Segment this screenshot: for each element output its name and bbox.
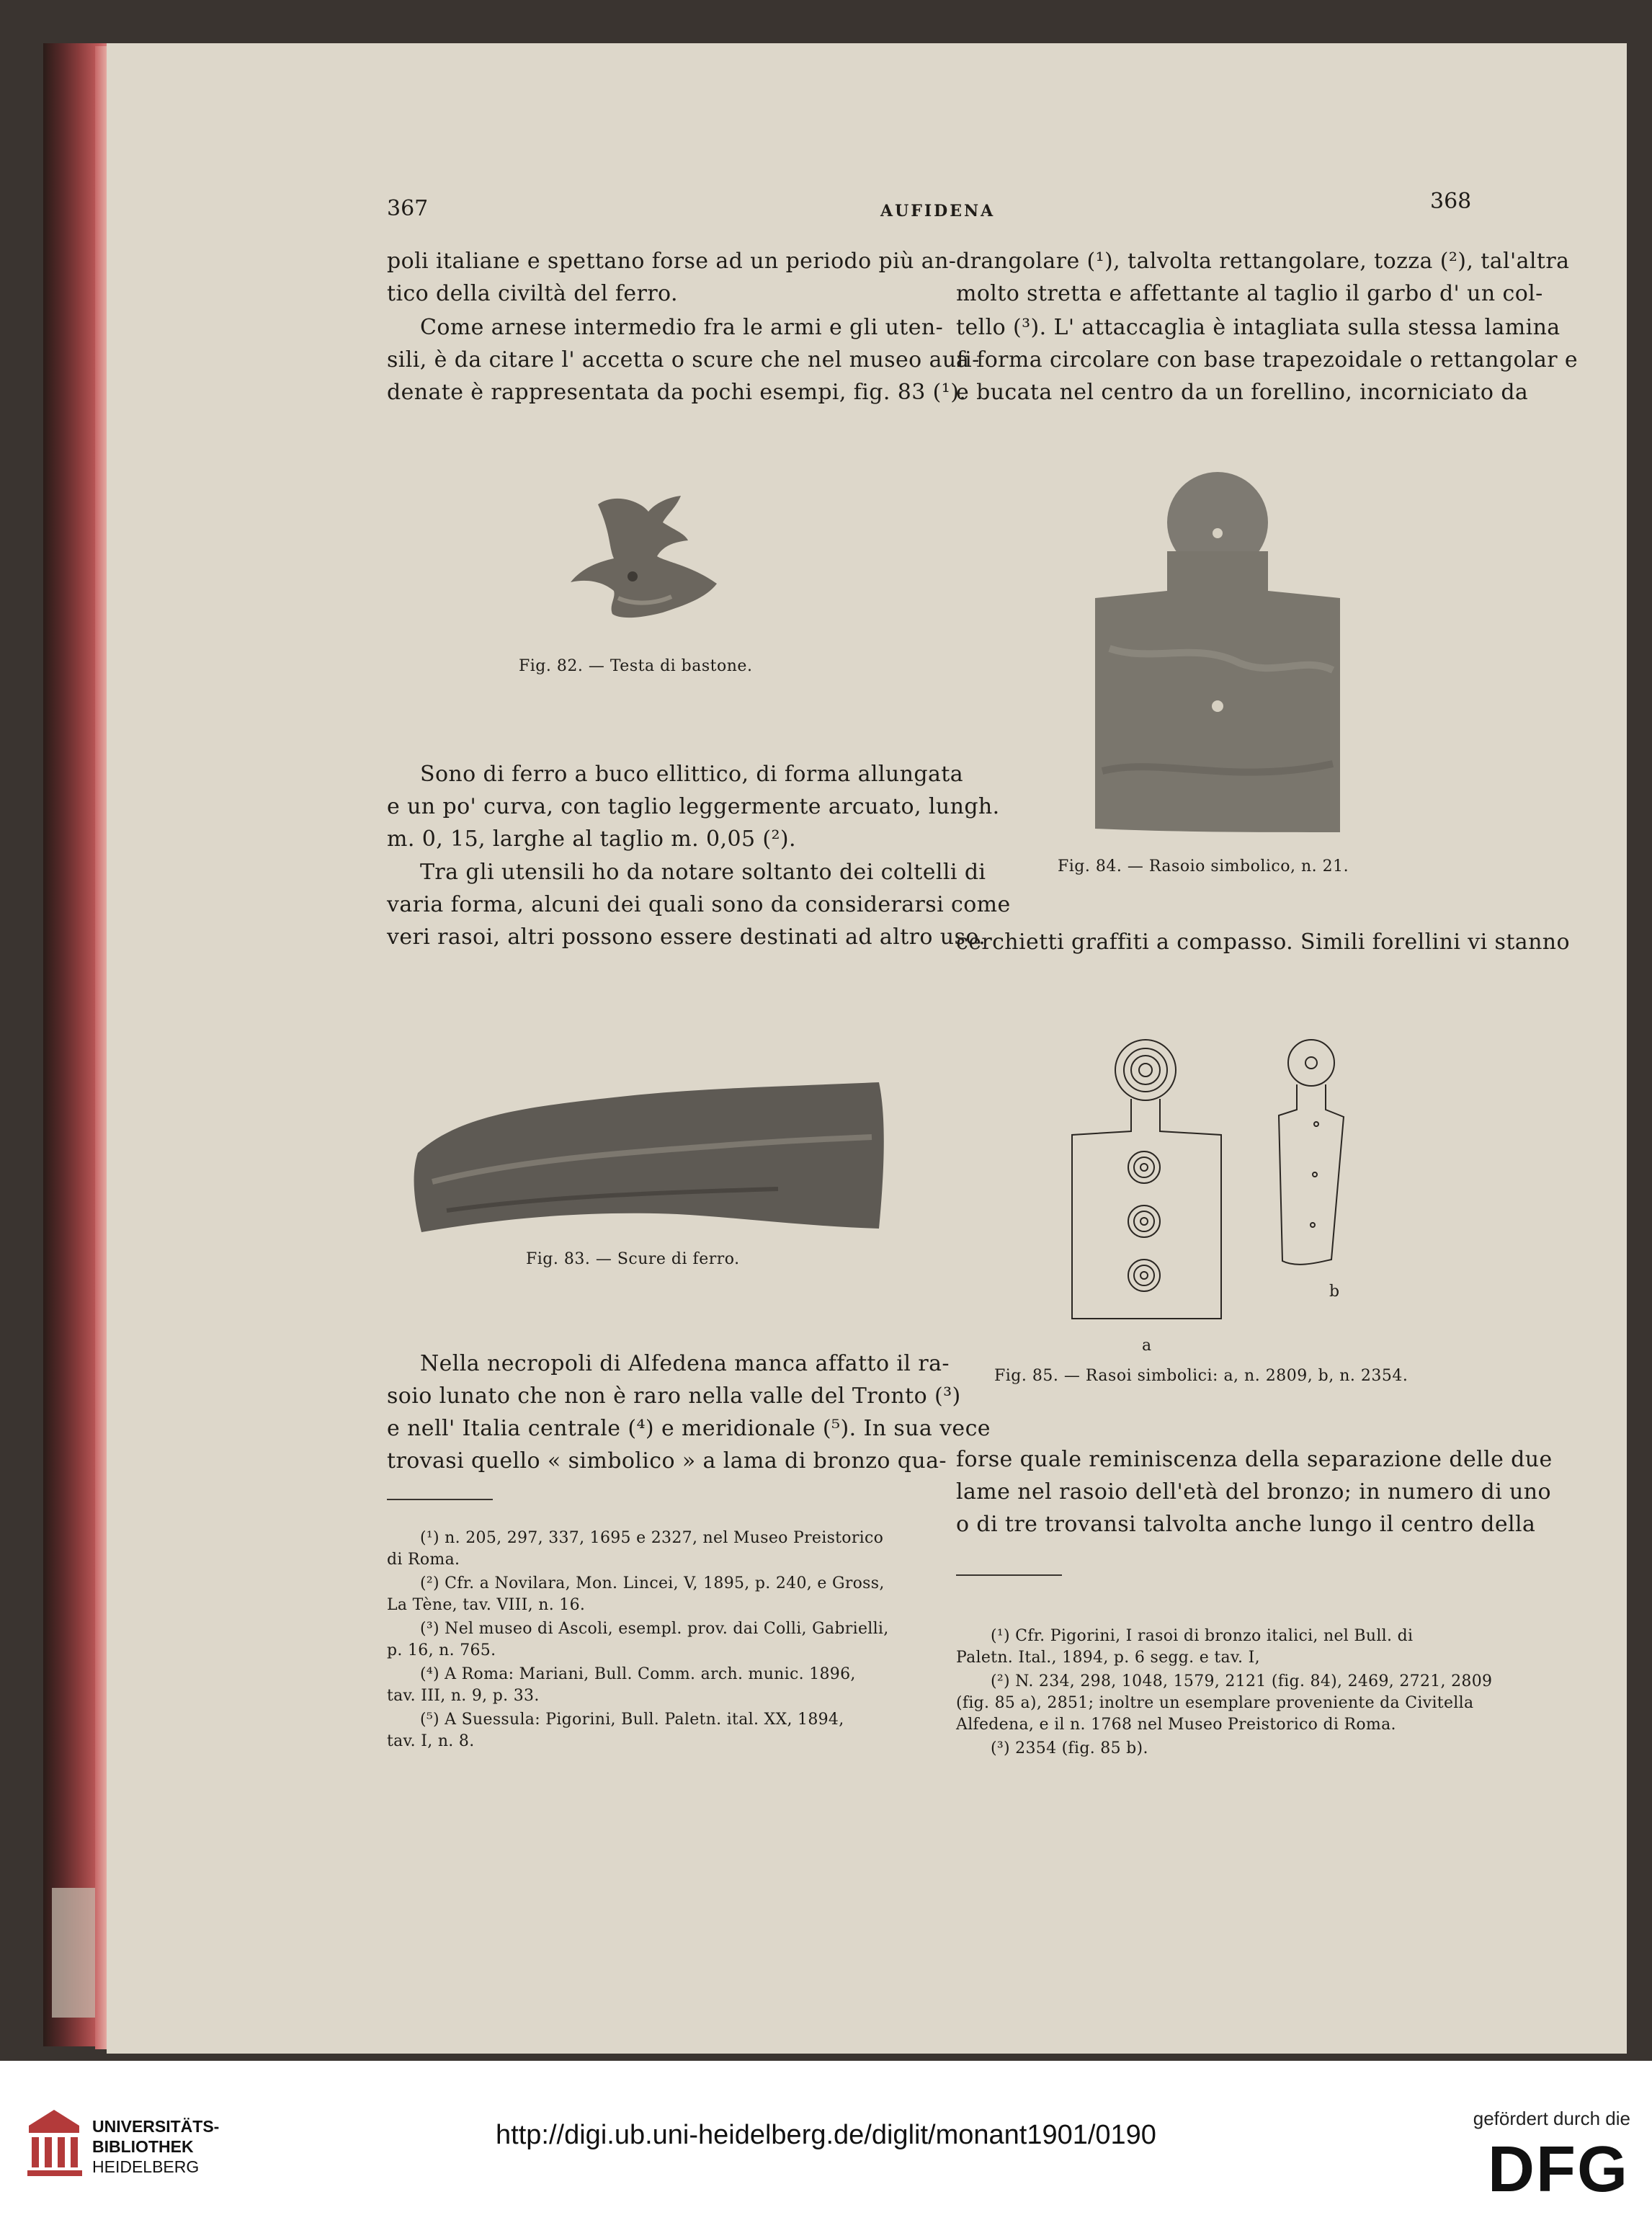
footnote-line: tav. III, n. 9, p. 33. <box>387 1687 540 1705</box>
footnote-line: di Roma. <box>387 1551 460 1569</box>
running-title: AUFIDENA <box>880 202 996 220</box>
footnote-line: (¹) Cfr. Pigorini, I rasoi di bronzo italici, nel Bull. di <box>991 1627 1414 1645</box>
fig85-label-a: a <box>1142 1337 1152 1355</box>
fig85-a-razor <box>1072 1040 1221 1319</box>
text-line: trovasi quello « simbolico » a lama di bronzo qua- <box>387 1448 947 1474</box>
fig82-caption: Fig. 82. — Testa di bastone. <box>519 657 753 675</box>
fig84-image <box>1088 468 1347 843</box>
footnote-line: Alfedena, e il n. 1768 nel Museo Preistorico di Roma. <box>956 1716 1396 1734</box>
text-line: Nella necropoli di Alfedena manca affatto il ra- <box>420 1351 950 1376</box>
footnote-line: La Tène, tav. VIII, n. 16. <box>387 1596 586 1614</box>
text-line: Tra gli utensili ho da notare soltanto dei coltelli di <box>420 860 986 885</box>
footnote-rule-right <box>956 1574 1062 1576</box>
fig85-b-razor <box>1279 1040 1344 1265</box>
text-line: varia forma, alcuni dei quali sono da considerarsi come <box>387 892 1011 917</box>
fig85-label-b: b <box>1329 1283 1340 1301</box>
text-line: tico della civiltà del ferro. <box>387 281 678 306</box>
text-line: e nell' Italia centrale (⁴) e meridionale (⁵). In sua vece <box>387 1416 991 1441</box>
text-line: denate è rappresentata da pochi esempi, fig. 83 (¹). <box>387 380 967 405</box>
footnote-line: (³) 2354 (fig. 85 b). <box>991 1739 1148 1757</box>
text-line: lame nel rasoio dell'età del bronzo; in numero di uno <box>956 1479 1551 1505</box>
footnote-line: (¹) n. 205, 297, 337, 1695 e 2327, nel Museo Preistorico <box>420 1529 884 1547</box>
permalink-url[interactable]: http://digi.ub.uni-heidelberg.de/diglit/monant1901/0190 <box>496 2120 1156 2150</box>
text-line: Come arnese intermedio fra le armi e gli uten- <box>420 315 944 340</box>
right-page-number: 368 <box>1430 189 1472 214</box>
library-name-line: HEIDELBERG <box>92 2157 200 2176</box>
footnote-line: (⁵) A Suessula: Pigorini, Bull. Paletn. ital. XX, 1894, <box>420 1711 844 1729</box>
text-line: drangolare (¹), talvolta rettangolare, tozza (²), tal'altra <box>956 249 1570 274</box>
footnote-line: (²) Cfr. a Novilara, Mon. Lincei, V, 1895, p. 240, e Gross, <box>420 1574 885 1592</box>
text-line: tello (³). L' attaccaglia è intagliata sulla stessa lamina <box>956 315 1561 340</box>
text-line: molto stretta e affettante al taglio il garbo d' un col- <box>956 281 1543 306</box>
text-line: soio lunato che non è raro nella valle del Tronto (³) <box>387 1383 961 1409</box>
footnote-line: (³) Nel museo di Ascoli, esempl. prov. dai Colli, Gabrielli, <box>420 1620 889 1638</box>
fig83-caption: Fig. 83. — Scure di ferro. <box>526 1250 740 1268</box>
footnote-line: (²) N. 234, 298, 1048, 1579, 2121 (fig. 84), 2469, 2721, 2809 <box>991 1672 1493 1690</box>
dfg-logo: DFG <box>1488 2134 1629 2206</box>
text-line: e un po' curva, con taglio leggermente arcuato, lungh. <box>387 794 1000 819</box>
fig85-caption: Fig. 85. — Rasoi simbolici: a, n. 2809, b, n. 2354. <box>994 1367 1408 1385</box>
footnote-line: (⁴) A Roma: Mariani, Bull. Comm. arch. munic. 1896, <box>420 1665 856 1683</box>
text-line: a forma circolare con base trapezoidale o rettangolar e <box>956 347 1579 373</box>
fig84-caption: Fig. 84. — Rasoio simbolico, n. 21. <box>1058 857 1349 875</box>
text-line: forse quale reminiscenza della separazione delle due <box>956 1447 1553 1472</box>
left-page-number: 367 <box>387 196 429 221</box>
footnote-line: Paletn. Ital., 1894, p. 6 segg. e tav. I, <box>956 1649 1260 1667</box>
text-line: e bucata nel centro da un forellino, incorniciato da <box>956 380 1529 405</box>
text-line: o di tre trovansi talvolta anche lungo il centro della <box>956 1512 1536 1537</box>
footnote-line: (fig. 85 a), 2851; inoltre un esemplare proveniente da Civitella <box>956 1694 1474 1712</box>
text-line: poli italiane e spettano forse ad un periodo più an- <box>387 249 957 274</box>
text-line: Sono di ferro a buco ellittico, di forma allungata <box>420 762 963 787</box>
binding-label <box>52 1888 95 2018</box>
fig83-image <box>403 1074 893 1239</box>
footnote-line: p. 16, n. 765. <box>387 1641 496 1659</box>
text-line: cerchietti graffiti a compasso. Simili forellini vi stanno <box>956 930 1570 955</box>
text-line: sili, è da citare l' accetta o scure che nel museo aufi- <box>387 347 980 373</box>
library-name-line: BIBLIOTHEK <box>92 2137 194 2156</box>
footnote-rule-left <box>387 1499 493 1500</box>
book-page <box>107 43 1627 2054</box>
text-line: m. 0, 15, larghe al taglio m. 0,05 (²). <box>387 826 796 852</box>
library-name-line: UNIVERSITÄTS- <box>92 2117 220 2136</box>
footnote-line: tav. I, n. 8. <box>387 1732 475 1750</box>
funder-text: gefördert durch die <box>1473 2108 1630 2129</box>
fig85-drawing <box>1059 1030 1376 1333</box>
fig82-image <box>548 490 735 641</box>
text-line: veri rasoi, altri possono essere destinati ad altro uso. <box>387 924 986 950</box>
